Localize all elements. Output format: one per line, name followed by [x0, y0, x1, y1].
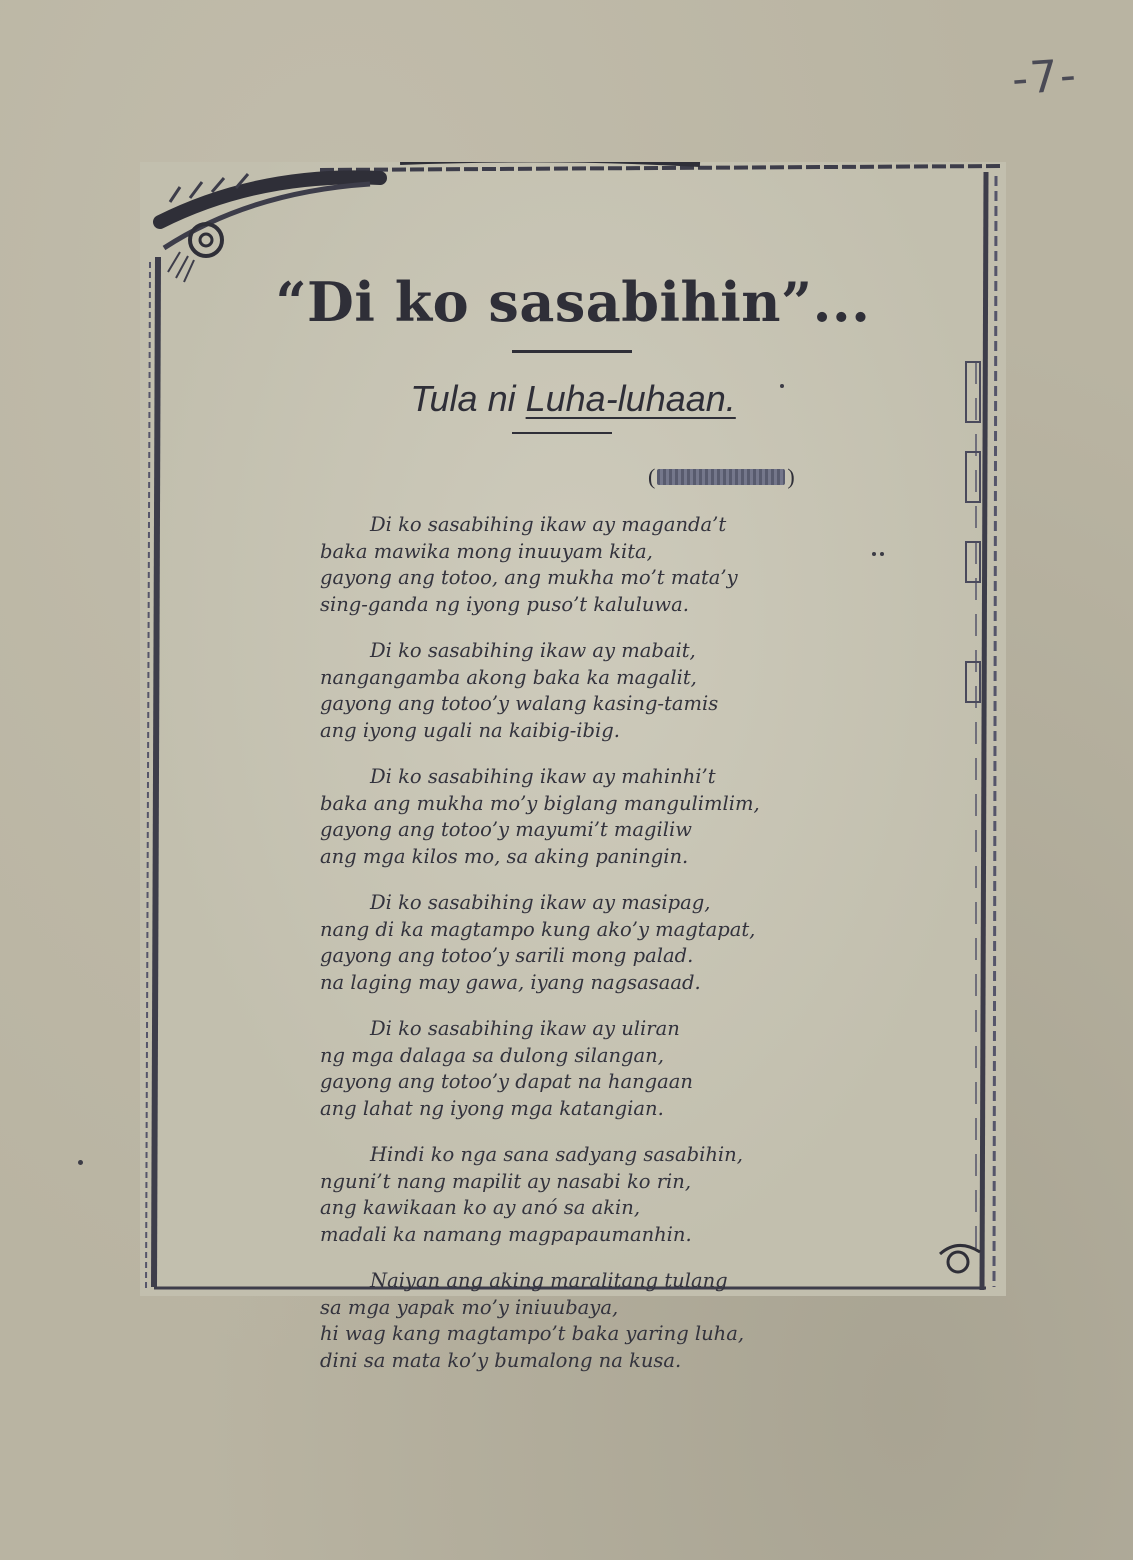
poem-line: ang lahat ng iyong mga katangian. [320, 1096, 664, 1120]
stanza-3 [320, 764, 880, 870]
byline-close-paren: ) [787, 464, 795, 489]
poem-line: hi wag kang magtampo’t baka yaring luha, [320, 1322, 745, 1345]
poem-line: gayong ang totoo’y mayumi’t magiliw [320, 818, 692, 841]
poem-line: ang mga kilos mo, sa aking paningin. [320, 844, 689, 868]
poem-line: nangangamba akong baka ka magalit, [320, 665, 697, 689]
poem-subtitle [140, 378, 1006, 420]
poem-line: Di ko sasabihing ikaw ay maganda’t [370, 513, 727, 536]
byline-open-paren: ( [648, 464, 656, 489]
ink-speck [880, 552, 884, 556]
poem-line: gayong ang totoo’y dapat na hangaan [320, 1070, 693, 1093]
poem-line: nguni’t nang mapilit ay nasabi ko rin, [320, 1169, 692, 1193]
title-divider [512, 350, 632, 353]
poem-line: ng mga dalaga sa dulong silangan, [320, 1043, 664, 1067]
page-number: -7- [1010, 49, 1080, 106]
poem-line: sing-ganda ng iyong puso’t kaluluwa. [320, 592, 689, 616]
poem-line: gayong ang totoo, ang mukha mo’t mata’y [320, 566, 738, 589]
ink-speck [780, 384, 784, 388]
redacted-name-mark [657, 469, 785, 485]
poem-line: Naiyan ang aking maralitang tulang [370, 1269, 728, 1292]
poem-line: dini sa mata ko’y bumalong na kusa. [320, 1348, 682, 1372]
poem-line: madali ka namang magpapaumanhin. [320, 1222, 692, 1246]
poem-line: Di ko sasabihing ikaw ay masipag, [370, 891, 711, 914]
poem-line: nang di ka magtampo kung ako’y magtapat, [320, 917, 756, 941]
poem-line: ang iyong ugali na kaibig-ibig. [320, 718, 620, 742]
poem-line: Hindi ko nga sana sadyang sasabihin, [370, 1143, 743, 1166]
stanza-1 [320, 512, 880, 618]
stanza-6 [320, 1142, 880, 1248]
poem-line: baka ang mukha mo’y biglang mangulimlim, [320, 791, 760, 815]
poem-line: gayong ang totoo’y sarili mong palad. [320, 944, 694, 967]
poem-title: “Di ko sasabihin”... [275, 270, 871, 334]
subtitle-divider [512, 432, 612, 434]
poem-line: Di ko sasabihing ikaw ay mabait, [370, 639, 696, 662]
poem-line: na laging may gawa, iyang nagsasaad. [320, 970, 701, 994]
poem-line: ang kawikaan ko ay anó sa akin, [320, 1196, 641, 1219]
ink-speck [872, 552, 876, 556]
stanza-7 [320, 1268, 880, 1374]
stanza-4 [320, 890, 880, 996]
stanza-2 [320, 638, 880, 744]
poem-line: Di ko sasabihing ikaw ay uliran [370, 1017, 680, 1040]
poem-line: sa mga yapak mo’y iniuubaya, [320, 1295, 619, 1319]
author-name: Luha-luhaan. [525, 378, 736, 419]
poem-body [320, 512, 880, 1394]
poem-line: baka mawika mong inuuyam kita, [320, 539, 653, 563]
poem-line: Di ko sasabihing ikaw ay mahinhi’t [370, 765, 716, 788]
stanza-5 [320, 1016, 880, 1122]
newspaper-clipping [140, 162, 1006, 1372]
poem-line: gayong ang totoo’y walang kasing-tamis [320, 692, 719, 715]
byline [648, 464, 795, 490]
paper-speck [78, 1160, 83, 1165]
subtitle-prefix: Tula ni [410, 378, 516, 419]
